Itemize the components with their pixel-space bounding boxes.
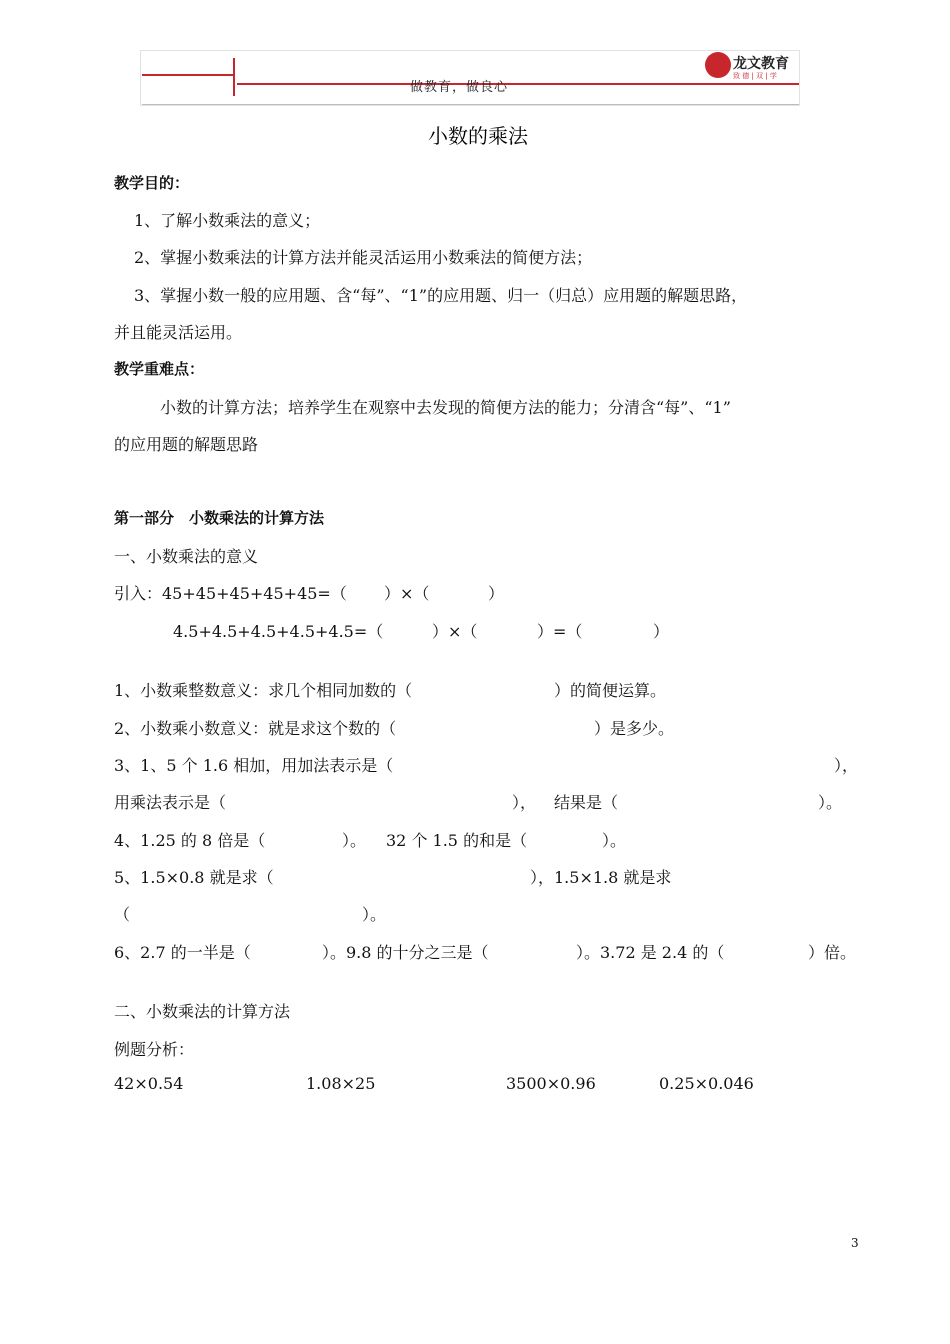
- example-expression: 1.08×25: [306, 1074, 376, 1093]
- intro-line2: ）=（: [537, 622, 583, 641]
- question-3b: ），: [512, 793, 537, 812]
- example-expression: 3500×0.96: [506, 1074, 596, 1093]
- intro-line1: 引入：45+45+45+45+45=（: [114, 584, 347, 603]
- logo-subtext: 致 德 | 双 | 学: [733, 72, 777, 80]
- logo-text: 龙文教育: [733, 56, 789, 72]
- question-3b: 结果是（: [554, 793, 619, 812]
- intro-line2: ）: [653, 622, 670, 641]
- key-points-text: 小数的计算方法；培养学生在观察中去发现的简便方法的能力；分清含“每”、“1”: [160, 398, 731, 417]
- examples-label: 例题分析：: [114, 1040, 195, 1059]
- question-3: ），: [834, 756, 859, 775]
- section2-heading: 二、小数乘法的计算方法: [114, 1002, 291, 1021]
- question-4: ）。: [602, 831, 627, 850]
- question-6: 6、2.7 的一半是（: [114, 943, 251, 962]
- question-3: 3、1、5 个 1.6 相加，用加法表示是（: [114, 756, 394, 775]
- question-5: 5、1.5×0.8 就是求（: [114, 868, 274, 887]
- logo-icon: [705, 52, 731, 78]
- objective-item: 1、了解小数乘法的意义；: [134, 211, 321, 230]
- question-1: 1、小数乘整数意义：求几个相同加数的（: [114, 681, 413, 700]
- header-red-line-right: [237, 83, 799, 85]
- question-6: ）倍。: [808, 943, 857, 962]
- objective-item: 并且能灵活运用。: [114, 323, 243, 342]
- question-3b: 用乘法表示是（: [114, 793, 227, 812]
- question-5: ），1.5×1.8 就是求: [530, 868, 672, 887]
- intro-line2: ）×（: [432, 622, 478, 641]
- question-3b: ）。: [818, 793, 843, 812]
- question-1: ）的简便运算。: [554, 681, 667, 700]
- question-6: ）。9.8 的十分之三是（: [322, 943, 489, 962]
- question-4: 32 个 1.5 的和是（: [386, 831, 528, 850]
- page-title: 小数的乘法: [428, 124, 528, 148]
- key-points-text: 的应用题的解题思路: [114, 435, 259, 454]
- header-red-line-left: [142, 74, 234, 76]
- page-number: 3: [851, 1236, 859, 1250]
- question-2: ）是多少。: [594, 719, 675, 738]
- header-slogan: 做教育，做良心: [410, 80, 509, 95]
- example-expression: 0.25×0.046: [659, 1074, 754, 1093]
- intro-line1: ）×（: [384, 584, 430, 603]
- question-2: 2、小数乘小数意义：就是求这个数的（: [114, 719, 397, 738]
- question-5b: （: [114, 905, 131, 924]
- question-5b: ）。: [362, 905, 387, 924]
- intro-line2: 4.5+4.5+4.5+4.5+4.5=（: [173, 622, 384, 641]
- objective-item: 2、掌握小数乘法的计算方法并能灵活运用小数乘法的简便方法；: [134, 248, 593, 267]
- part1-heading: 第一部分 小数乘法的计算方法: [114, 509, 325, 527]
- header-gray-line: [142, 104, 799, 105]
- key-points-heading: 教学重难点：: [114, 360, 205, 378]
- header-red-tick: [233, 58, 235, 96]
- example-expression: 42×0.54: [114, 1074, 184, 1093]
- question-4: 4、1.25 的 8 倍是（: [114, 831, 266, 850]
- objectives-heading: 教学目的：: [114, 174, 190, 192]
- section1-heading: 一、小数乘法的意义: [114, 547, 259, 566]
- question-4: ）。: [342, 831, 367, 850]
- objective-item: 3、掌握小数一般的应用题、含“每”、“1”的应用题、归一（归总）应用题的解题思路，: [134, 286, 748, 305]
- question-6: ）。3.72 是 2.4 的（: [576, 943, 725, 962]
- intro-line1: ）: [488, 584, 505, 603]
